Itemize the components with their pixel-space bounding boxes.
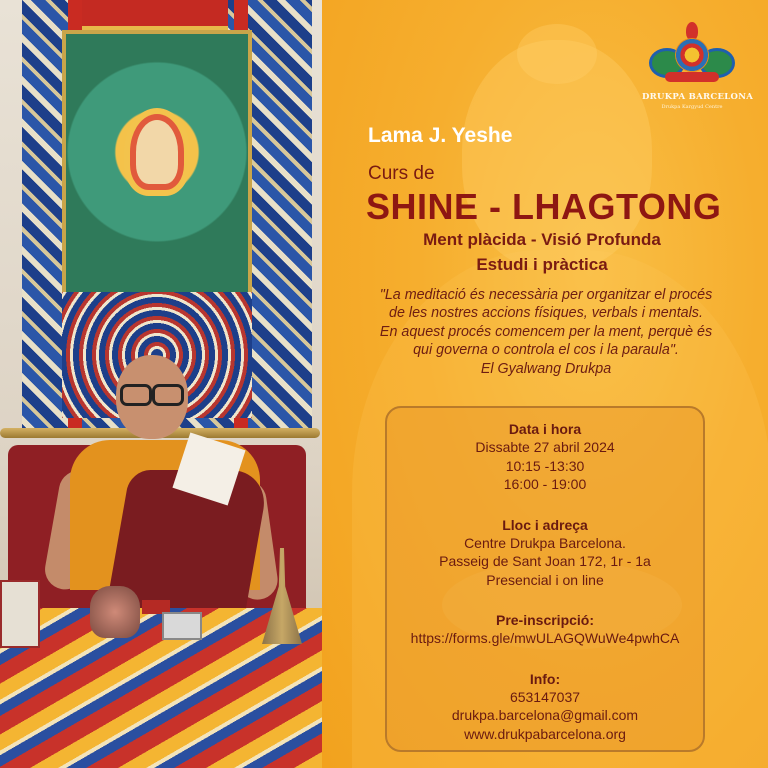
- details-card: [385, 406, 705, 752]
- phone-number[interactable]: 653147037: [509, 688, 581, 705]
- place-address: Passeig de Sant Joan 172, 1r - 1a: [439, 553, 651, 569]
- small-box: [162, 612, 202, 640]
- place-heading: Lloc i adreça: [502, 516, 588, 533]
- course-subtitle: Ment plàcida - Visió Profunda: [423, 230, 661, 249]
- email-link[interactable]: drukpa.barcelona@gmail.com: [451, 707, 639, 723]
- logo-name: DRUKPA BARCELONA: [642, 92, 754, 102]
- course-prefix: Curs de: [368, 163, 435, 184]
- date-section: [387, 420, 703, 494]
- quote-block: [350, 286, 742, 378]
- logo-subtitle: Drukpa Kargyud Centre: [661, 104, 723, 110]
- offering-bowl: [90, 586, 140, 638]
- drukpa-logo: [642, 22, 754, 126]
- thangka-painting: [62, 30, 252, 300]
- quote-author: El Gyalwang Drukpa: [480, 360, 612, 377]
- place-name: Centre Drukpa Barcelona.: [464, 534, 626, 551]
- quote-line: de les nostres accions físiques, verbals i mentals.: [389, 305, 703, 322]
- event-time-afternoon: 16:00 - 19:00: [503, 476, 587, 492]
- info-heading: Info:: [529, 670, 561, 687]
- quote-line: En aquest procés comencem per la ment, perquè és: [379, 323, 713, 340]
- teacher-name: Lama J. Yeshe: [368, 124, 513, 147]
- figurine: [0, 580, 40, 648]
- quote-line: qui governa o controla el cos i la paraula".: [413, 342, 679, 359]
- course-title: SHINE - LHAGTONG: [366, 186, 722, 227]
- event-time-morning: 10:15 -13:30: [505, 457, 585, 474]
- event-date: Dissabte 27 abril 2024: [475, 439, 615, 455]
- registration-section: [387, 611, 703, 648]
- thangka-deity: [136, 120, 178, 184]
- website-link[interactable]: www.drukpabarcelona.org: [464, 725, 626, 742]
- place-section: [387, 516, 703, 590]
- course-type: Estudi i pràctica: [476, 255, 608, 274]
- registration-heading: Pre-inscripció:: [495, 612, 595, 628]
- lama-photo: [0, 0, 322, 768]
- glasses: [120, 384, 184, 402]
- attendance-mode: Presencial i on line: [486, 571, 604, 588]
- thangka-valance: [78, 0, 228, 30]
- date-heading: Data i hora: [508, 421, 582, 437]
- dragon-emblem-icon: [649, 22, 735, 86]
- info-section: [387, 670, 703, 744]
- registration-link[interactable]: https://forms.gle/mwULAGQWuWe4pwhCA: [410, 630, 680, 646]
- quote-line: "La meditació és necessària per organitzar el procés: [379, 287, 713, 303]
- info-panel: [322, 0, 768, 768]
